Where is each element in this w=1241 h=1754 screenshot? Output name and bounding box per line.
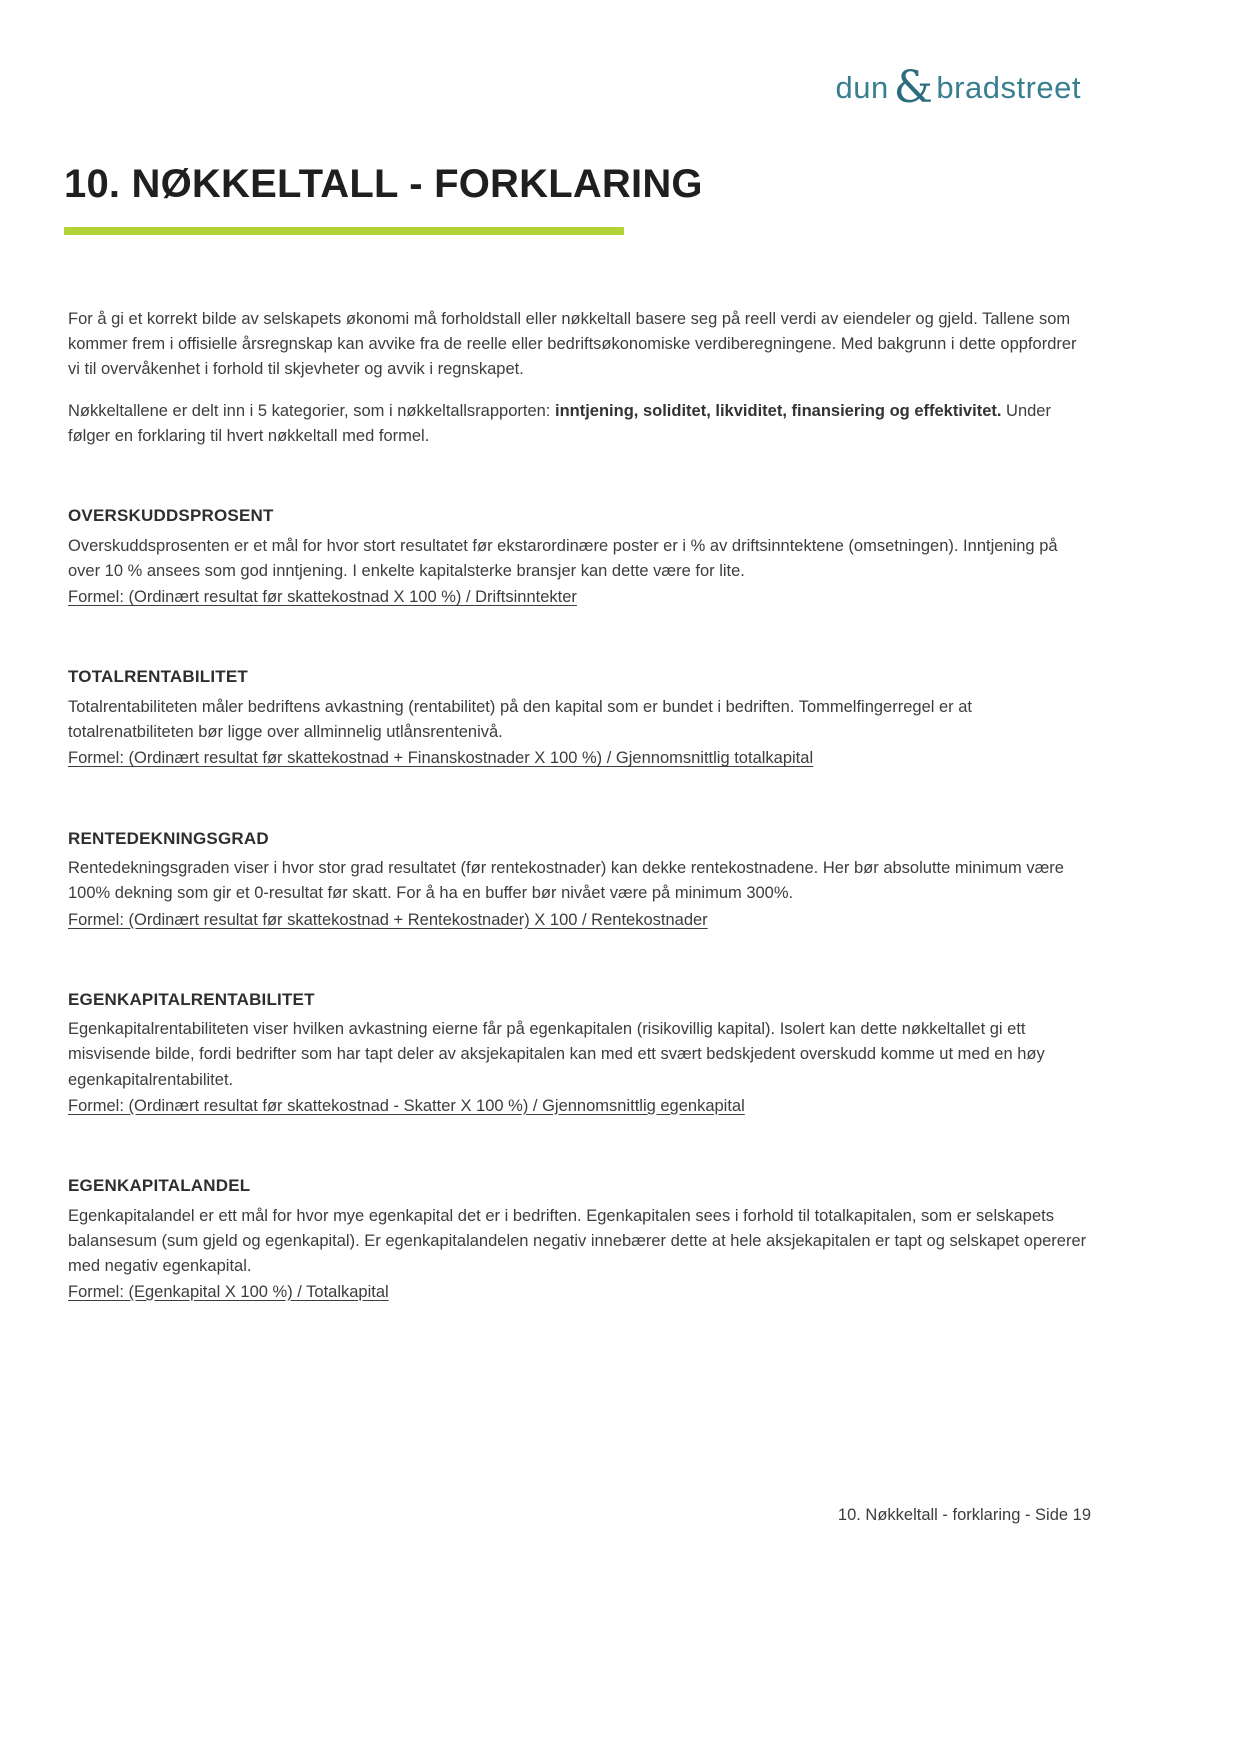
section-body: Rentedekningsgraden viser i hvor stor grad resultatet (før rentekostnader) kan dekke rentekostnadene. Her bør absolutte minimum være 100% dekning som gir et 0-resultat før skatt. For å ha en buffer bør nivået være på minimum 300%. <box>68 859 1064 903</box>
categories-paragraph-bold: inntjening, soliditet, likviditet, finansiering og effektivitet. <box>554 402 1002 421</box>
section-egenkapitalandel <box>68 1173 1093 1305</box>
section-body: Egenkapitalandel er ett mål for hvor mye egenkapital det er i bedriften. Egenkapitalen sees i forhold til totalkapitalen, som er selskapets balansesum (sum gjeld og egenkapital). Er egenkapitalandelen negativ innebærer dette at hele aksjekapitalen er tapt og selskapet opererer med negativ egenkapital. <box>68 1206 1087 1275</box>
content-column <box>68 307 1093 1305</box>
dun-bradstreet-logo: dun & bradstreet <box>835 62 1081 113</box>
formula-line: Formel: (Ordinært resultat før skattekostnad + Rentekostnader) X 100 / Rentekostnader <box>68 910 708 929</box>
logo-bradstreet-text: bradstreet <box>936 70 1081 105</box>
formula-line: Formel: (Egenkapital X 100 %) / Totalkapital <box>68 1282 389 1301</box>
section-heading: EGENKAPITALRENTABILITET <box>68 989 315 1009</box>
section-heading: TOTALRENTABILITET <box>68 667 248 687</box>
formula-line: Formel: (Ordinært resultat før skattekostnad - Skatter X 100 %) / Gjennomsnittlig egenkapital <box>68 1096 745 1115</box>
formula-line: Formel: (Ordinært resultat før skattekostnad + Finanskostnader X 100 %) / Gjennomsnittlig totalkapital <box>68 749 814 768</box>
section-rentedekningsgrad <box>68 826 1093 933</box>
categories-paragraph-post: Under følger en forklaring til hvert nøkkeltall med formel. <box>68 402 1051 446</box>
categories-paragraph <box>68 399 1093 449</box>
section-overskuddsprosent <box>68 503 1093 610</box>
section-totalrentabilitet <box>68 664 1093 771</box>
title-underline <box>64 227 624 235</box>
section-egenkapitalrentabilitet <box>68 987 1093 1119</box>
section-body: Overskuddsprosenten er et mål for hvor stort resultatet før ekstarordinære poster er i % av driftsinntektene (omsetningen). Inntjening på over 10 % ansees som god inntjening. I enkelte kapitalsterke bransjer kan dette være for lite. <box>68 537 1058 581</box>
page-footer: 10. Nøkkeltall - forklaring - Side 19 <box>837 1506 1091 1524</box>
section-heading: RENTEDEKNINGSGRAD <box>68 828 269 848</box>
section-heading: EGENKAPITALANDEL <box>68 1175 251 1195</box>
formula-line: Formel: (Ordinært resultat før skattekostnad X 100 %) / Driftsinntekter <box>68 588 577 607</box>
intro-paragraph: For å gi et korrekt bilde av selskapets økonomi må forholdstall eller nøkkeltall basere seg på reell verdi av eiendeler og gjeld. Tallene som kommer frem i offisielle årsregnskap kan avvike fra de reelle eller bedriftsøkonomiske verdiberegningene. Med bakgrunn i dette oppfordrer vi til overvåkenhet i forhold til skjevheter og avvik i regnskapet. <box>68 310 1077 379</box>
logo-dun-text: dun <box>835 70 889 105</box>
section-heading: OVERSKUDDSPROSENT <box>68 506 274 526</box>
section-body: Totalrentabiliteten måler bedriftens avkastning (rentabilitet) på den kapital som er bundet i bedriften. Tommelfingerregel er at totalrenatbiliteten bør ligge over allminnelig utlånsrentenivå. <box>68 698 973 742</box>
categories-paragraph-pre: Nøkkeltallene er delt inn i 5 kategorier, som i nøkkeltallsrapporten: <box>68 402 555 421</box>
page-title: 10. NØKKELTALL - FORKLARING <box>64 162 703 206</box>
section-body: Egenkapitalrentabiliteten viser hvilken avkastning eierne får på egenkapitalen (risikovillig kapital). Isolert kan dette nøkkeltallet gi ett misvisende bilde, fordi bedrifter som har tapt deler av aksjekapitalen kan med ett svært bedskjedent overskudd komme ut med en høy egenkapitalrentabilitet. <box>68 1020 1045 1089</box>
